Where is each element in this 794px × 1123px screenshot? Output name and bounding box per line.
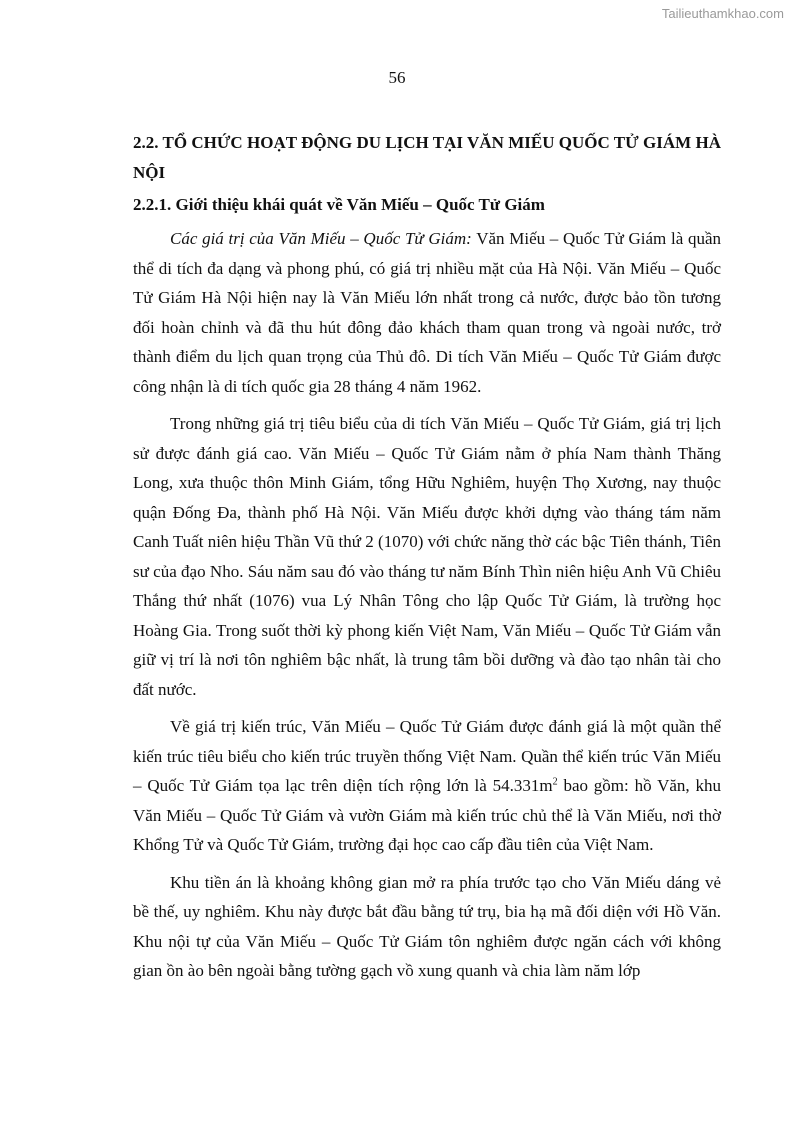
paragraph-3-text-a: Về giá trị kiến trúc, Văn Miếu – Quốc Tử Giám được đánh giá là một quần thể kiến trúc tiêu biểu cho kiến trúc truyền thống Việt Nam. Quần thể kiến trúc Văn Miếu – Quốc Tử Giám tọa lạc trên diện tích rộng lớn là 54.331m	[133, 717, 721, 795]
watermark: Tailieuthamkhao.com	[661, 6, 784, 21]
paragraph-1	[133, 224, 721, 401]
area-unit-superscript: 2	[552, 776, 558, 788]
paragraph-2: Trong những giá trị tiêu biểu của di tích Văn Miếu – Quốc Tử Giám, giá trị lịch sử được đánh giá cao. Văn Miếu – Quốc Tử Giám nằm ở phía Nam thành Thăng Long, xưa thuộc thôn Minh Giám, tổng Hữu Nghiêm, huyện Thọ Xương, nay thuộc quận Đống Đa, thành phố Hà Nội. Văn Miếu được khởi dựng vào tháng tám năm Canh Tuất niên hiệu Thần Vũ thứ 2 (1070) với chức năng thờ các bậc Tiên thánh, Tiên sư của đạo Nho. Sáu năm sau đó vào tháng tư năm Bính Thìn niên hiệu Anh Vũ Chiêu Thắng thứ nhất (1076) vua Lý Nhân Tông cho lập Quốc Tử Giám, là trường học Hoàng Gia. Trong suốt thời kỳ phong kiến Việt Nam, Văn Miếu – Quốc Tử Giám vẫn giữ vị trí là nơi tôn nghiêm bậc nhất, là trung tâm bồi dưỡng và đào tạo nhân tài cho đất nước.	[133, 414, 721, 699]
paragraph-3-text-b: bao gồm: hồ Văn, khu Văn Miếu – Quốc Tử Giám và vườn Giám mà kiến trúc chủ thể là Văn Miếu, nơi thờ Khổng Tử và Quốc Tử Giám, trường đại học cao cấp đầu tiên của Việt Nam.	[133, 776, 721, 854]
paragraph-1-text: Văn Miếu – Quốc Tử Giám là quần thể di tích đa dạng và phong phú, có giá trị nhiều mặt của Hà Nội. Văn Miếu – Quốc Tử Giám Hà Nội hiện nay là Văn Miếu lớn nhất trong cả nước, được bảo tồn tương đối hoàn chỉnh và đã thu hút đông đảo khách tham quan trong và ngoài nước, trở thành điểm du lịch quan trọng của Thủ đô. Di tích Văn Miếu – Quốc Tử Giám được công nhận là di tích quốc gia 28 tháng 4 năm 1962.	[133, 229, 721, 396]
page-number: 56	[388, 68, 406, 87]
section-heading: 2.2. TỔ CHỨC HOẠT ĐỘNG DU LỊCH TẠI VĂN MIẾU QUỐC TỬ GIÁM HÀ NỘI	[133, 133, 721, 182]
paragraph-4: Khu tiền án là khoảng không gian mở ra phía trước tạo cho Văn Miếu dáng vẻ bề thế, uy nghiêm. Khu này được bắt đầu bằng tứ trụ, bia hạ mã đối diện với Hồ Văn. Khu nội tự của Văn Miếu – Quốc Tử Giám tôn nghiêm được ngăn cách với không gian ồn ào bên ngoài bằng tường gạch vồ xung quanh và chia làm năm lớp	[133, 872, 721, 980]
subsection-heading: 2.2.1. Giới thiệu khái quát về Văn Miếu – Quốc Tử Giám	[133, 195, 545, 214]
page-content	[133, 128, 721, 994]
paragraph-1-italic-lead: Các giá trị của Văn Miếu – Quốc Tử Giám:	[170, 229, 472, 248]
paragraph-3	[133, 712, 721, 860]
